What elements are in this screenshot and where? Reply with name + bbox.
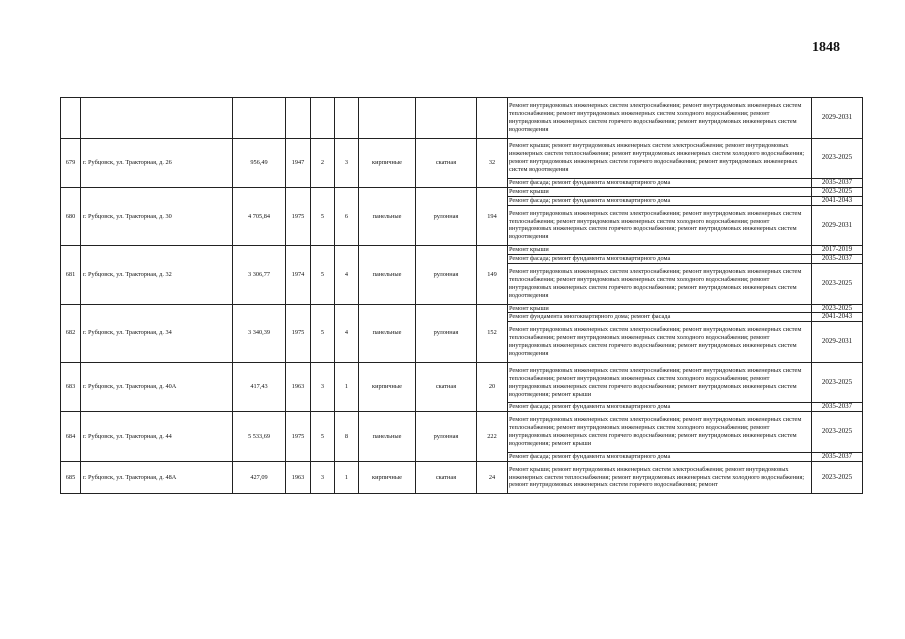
entrances-cell: 3 bbox=[335, 138, 359, 187]
address-cell: г. Рубцовск, ул. Тракторная, д. 48А bbox=[81, 461, 233, 494]
walls-cell bbox=[359, 98, 416, 139]
area-cell: 5 533,69 bbox=[233, 412, 286, 461]
work-period: 2023-2025 bbox=[812, 264, 863, 305]
capital-repair-table bbox=[60, 97, 863, 494]
work-description: Ремонт крыши bbox=[508, 187, 812, 196]
row-number: 681 bbox=[61, 246, 81, 304]
table-row bbox=[61, 304, 863, 313]
floors-cell: 5 bbox=[311, 412, 335, 461]
year-cell: 1975 bbox=[286, 187, 311, 245]
floors-cell: 3 bbox=[311, 362, 335, 411]
roof-cell: рулонная bbox=[416, 304, 477, 362]
work-period: 2029-2031 bbox=[812, 98, 863, 139]
entrances-cell: 4 bbox=[335, 246, 359, 304]
work-description: Ремонт фасада; ремонт фундамента многоквартирного дома bbox=[508, 196, 812, 205]
entrances-cell bbox=[335, 98, 359, 139]
work-period: 2023-2025 bbox=[812, 412, 863, 453]
roof-cell: рулонная bbox=[416, 246, 477, 304]
work-period: 2023-2025 bbox=[812, 362, 863, 403]
table-row bbox=[61, 461, 863, 494]
apartments-cell: 194 bbox=[477, 187, 508, 245]
walls-cell: панельные bbox=[359, 246, 416, 304]
entrances-cell: 6 bbox=[335, 187, 359, 245]
address-cell: г. Рубцовск, ул. Тракторная, д. 44 bbox=[81, 412, 233, 461]
page-number: 1848 bbox=[812, 40, 840, 55]
area-cell: 4 705,84 bbox=[233, 187, 286, 245]
work-period: 2023-2025 bbox=[812, 461, 863, 494]
year-cell: 1963 bbox=[286, 461, 311, 494]
area-cell: 956,49 bbox=[233, 138, 286, 187]
work-description: Ремонт фундамента многоквартирного дома; ремонт фасада bbox=[508, 313, 812, 322]
walls-cell: панельные bbox=[359, 187, 416, 245]
entrances-cell: 8 bbox=[335, 412, 359, 461]
roof-cell: скатная bbox=[416, 362, 477, 411]
table-row bbox=[61, 187, 863, 196]
work-period: 2035-2037 bbox=[812, 255, 863, 264]
work-description: Ремонт крыши; ремонт внутридомовых инженерных систем электроснабжения; ремонт внутридомовых инженерных систем теплоснабжения; ремонт внутридомовых инженерных систем холодного водоснабжения; ремонт внутридомовых инженерных систем горячего водоснабжения; ремонт bbox=[508, 461, 812, 494]
address-cell: г. Рубцовск, ул. Тракторная, д. 30 bbox=[81, 187, 233, 245]
walls-cell: кирпичные bbox=[359, 461, 416, 494]
address-cell: г. Рубцовск, ул. Тракторная, д. 26 bbox=[81, 138, 233, 187]
year-cell: 1963 bbox=[286, 362, 311, 411]
work-period: 2035-2037 bbox=[812, 179, 863, 188]
row-number: 684 bbox=[61, 412, 81, 461]
work-description: Ремонт крыши bbox=[508, 304, 812, 313]
year-cell: 1947 bbox=[286, 138, 311, 187]
work-description: Ремонт крыши bbox=[508, 246, 812, 255]
apartments-cell bbox=[477, 98, 508, 139]
address-cell: г. Рубцовск, ул. Тракторная, д. 34 bbox=[81, 304, 233, 362]
floors-cell: 3 bbox=[311, 461, 335, 494]
work-description: Ремонт фасада; ремонт фундамента многоквартирного дома bbox=[508, 452, 812, 461]
walls-cell: кирпичные bbox=[359, 138, 416, 187]
roof-cell: рулонная bbox=[416, 412, 477, 461]
work-description: Ремонт внутридомовых инженерных систем электроснабжения; ремонт внутридомовых инженерных систем теплоснабжения; ремонт внутридомовых инженерных систем холодного водоснабжения; ремонт внутридомовых инженерных систем горячего водоснабжения; ремонт внутридомовых инженерных систем водоотведения bbox=[508, 264, 812, 305]
roof-cell bbox=[416, 98, 477, 139]
work-period: 2035-2037 bbox=[812, 403, 863, 412]
work-period: 2041-2043 bbox=[812, 196, 863, 205]
apartments-cell: 24 bbox=[477, 461, 508, 494]
work-description: Ремонт фасада; ремонт фундамента многоквартирного дома bbox=[508, 403, 812, 412]
floors-cell bbox=[311, 98, 335, 139]
area-cell: 3 306,77 bbox=[233, 246, 286, 304]
work-description: Ремонт внутридомовых инженерных систем электроснабжения; ремонт внутридомовых инженерных систем теплоснабжения; ремонт внутридомовых инженерных систем холодного водоснабжения; ремонт внутридомовых инженерных систем горячего водоснабжения; ремонт внутридомовых инженерных систем водоотведения bbox=[508, 98, 812, 139]
floors-cell: 5 bbox=[311, 187, 335, 245]
row-number: 682 bbox=[61, 304, 81, 362]
entrances-cell: 4 bbox=[335, 304, 359, 362]
walls-cell: панельные bbox=[359, 412, 416, 461]
area-cell bbox=[233, 98, 286, 139]
row-number: 680 bbox=[61, 187, 81, 245]
roof-cell: рулонная bbox=[416, 187, 477, 245]
entrances-cell: 1 bbox=[335, 362, 359, 411]
work-period: 2023-2025 bbox=[812, 304, 863, 313]
entrances-cell: 1 bbox=[335, 461, 359, 494]
roof-cell: скатная bbox=[416, 461, 477, 494]
work-period: 2023-2025 bbox=[812, 138, 863, 179]
table-row bbox=[61, 362, 863, 403]
work-period: 2017-2019 bbox=[812, 246, 863, 255]
apartments-cell: 222 bbox=[477, 412, 508, 461]
work-description: Ремонт фасада; ремонт фундамента многоквартирного дома bbox=[508, 179, 812, 188]
apartments-cell: 149 bbox=[477, 246, 508, 304]
work-description: Ремонт внутридомовых инженерных систем электроснабжения; ремонт внутридомовых инженерных систем теплоснабжения; ремонт внутридомовых инженерных систем холодного водоснабжения; ремонт внутридомовых инженерных систем горячего водоснабжения; ремонт внутридомовых инженерных систем водоотведения bbox=[508, 205, 812, 246]
floors-cell: 5 bbox=[311, 246, 335, 304]
apartments-cell: 20 bbox=[477, 362, 508, 411]
work-description: Ремонт крыши; ремонт внутридомовых инженерных систем электроснабжения; ремонт внутридомовых инженерных систем теплоснабжения; ремонт внутридомовых инженерных систем холодного водоснабжения; ремонт внутридомовых инженерных систем горячего водоснабжения; ремонт внутридомовых инженерных систем водоотведения bbox=[508, 138, 812, 179]
year-cell: 1975 bbox=[286, 304, 311, 362]
row-number: 679 bbox=[61, 138, 81, 187]
address-cell bbox=[81, 98, 233, 139]
work-description: Ремонт внутридомовых инженерных систем электроснабжения; ремонт внутридомовых инженерных систем теплоснабжения; ремонт внутридомовых инженерных систем холодного водоснабжения; ремонт внутридомовых инженерных систем горячего водоснабжения; ремонт внутридомовых инженерных систем водоотведения; ремонт крыши bbox=[508, 362, 812, 403]
year-cell: 1975 bbox=[286, 412, 311, 461]
row-number bbox=[61, 98, 81, 139]
work-period: 2041-2043 bbox=[812, 313, 863, 322]
table-body bbox=[61, 98, 863, 494]
address-cell: г. Рубцовск, ул. Тракторная, д. 40А bbox=[81, 362, 233, 411]
floors-cell: 5 bbox=[311, 304, 335, 362]
work-description: Ремонт внутридомовых инженерных систем электроснабжения; ремонт внутридомовых инженерных систем теплоснабжения; ремонт внутридомовых инженерных систем холодного водоснабжения; ремонт внутридомовых инженерных систем горячего водоснабжения; ремонт внутридомовых инженерных систем водоотведения bbox=[508, 322, 812, 363]
walls-cell: кирпичные bbox=[359, 362, 416, 411]
table-row bbox=[61, 412, 863, 453]
table-row bbox=[61, 246, 863, 255]
work-description: Ремонт внутридомовых инженерных систем электроснабжения; ремонт внутридомовых инженерных систем теплоснабжения; ремонт внутридомовых инженерных систем холодного водоснабжения; ремонт внутридомовых инженерных систем горячего водоснабжения; ремонт внутридомовых инженерных систем водоотведения; ремонт крыши bbox=[508, 412, 812, 453]
area-cell: 417,43 bbox=[233, 362, 286, 411]
work-description: Ремонт фасада; ремонт фундамента многоквартирного дома bbox=[508, 255, 812, 264]
area-cell: 427,09 bbox=[233, 461, 286, 494]
walls-cell: панельные bbox=[359, 304, 416, 362]
row-number: 683 bbox=[61, 362, 81, 411]
floors-cell: 2 bbox=[311, 138, 335, 187]
apartments-cell: 32 bbox=[477, 138, 508, 187]
row-number: 685 bbox=[61, 461, 81, 494]
roof-cell: скатная bbox=[416, 138, 477, 187]
apartments-cell: 152 bbox=[477, 304, 508, 362]
work-period: 2035-2037 bbox=[812, 452, 863, 461]
year-cell bbox=[286, 98, 311, 139]
table-row bbox=[61, 138, 863, 179]
area-cell: 3 340,39 bbox=[233, 304, 286, 362]
address-cell: г. Рубцовск, ул. Тракторная, д. 32 bbox=[81, 246, 233, 304]
work-period: 2023-2025 bbox=[812, 187, 863, 196]
year-cell: 1974 bbox=[286, 246, 311, 304]
work-period: 2029-2031 bbox=[812, 322, 863, 363]
work-period: 2029-2031 bbox=[812, 205, 863, 246]
table-row bbox=[61, 98, 863, 139]
